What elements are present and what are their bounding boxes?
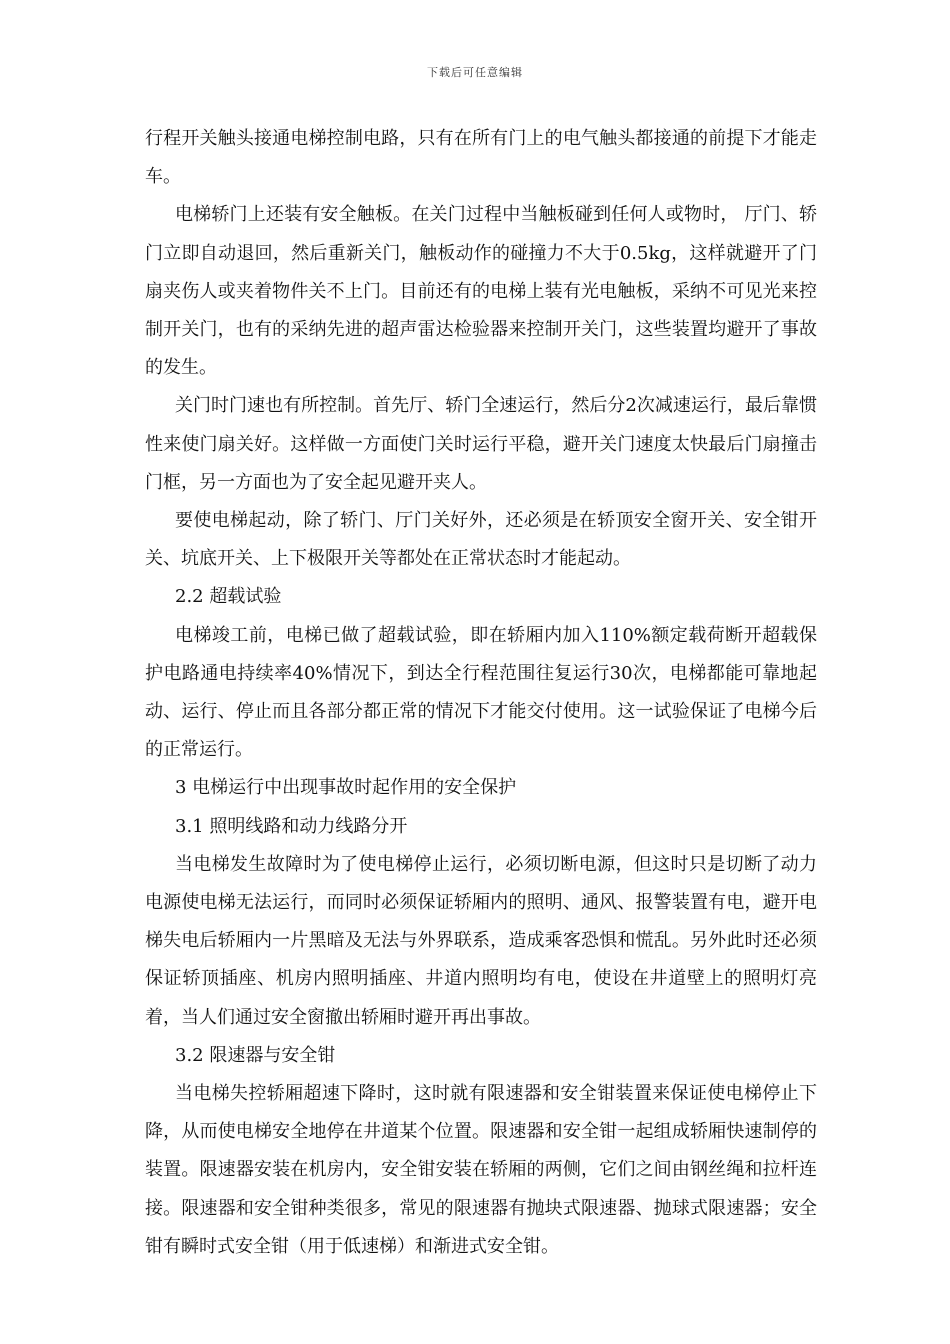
section-heading-2-2: 2.2 超载试验: [175, 586, 282, 608]
paragraph-speed-governor: 当电梯失控轿厢超速下降时，这时就有限速器和安全钳装置来保证使电梯停止下降，从而使电梯安全地停在井道某个位置。限速器和安全钳一起组成轿厢快速制停的装置。限速器安装在机房内，安全钳安装在轿厢的两侧，它们之间由钢丝绳和拉杆连接。限速器和安全钳种类很多，常见的限速器有抛块式限速器、抛球式限速器；安全钳有瞬时式安全钳（用于低速梯）和渐进式安全钳。: [145, 1083, 817, 1257]
section-heading-3-2: 3.2 限速器与安全钳: [175, 1044, 336, 1066]
paragraph-safety-edge: 电梯轿门上还装有安全触板。在关门过程中当触板碰到任何人或物时， 厅门、轿门立即自动退回，然后重新关门，触板动作的碰撞力不大于0.5kg，这样就避开了门扇夹伤人或夹着物件关不上门。目前还有的电梯上装有光电触板，采纳不可见光来控制开关门，也有的采纳先进的超声雷达检验器来控制开关门，这些装置均避开了事故的发生。: [145, 204, 817, 379]
paragraph-door-speed: 关门时门速也有所控制。首先厅、轿门全速运行，然后分2次减速运行，最后靠惯性来使门扇关好。这样做一方面使门关时运行平稳，避开关门速度太快最后门扇撞击门框，另一方面也为了安全起见避开夹人。: [145, 395, 817, 493]
page-header: 下载后可任意编辑: [427, 66, 523, 79]
paragraph-start-conditions: 要使电梯起动，除了轿门、厅门关好外，还必须是在轿顶安全窗开关、安全钳开关、坑底开关、上下极限开关等都处在正常状态时才能起动。: [145, 510, 817, 570]
document-body: [145, 120, 817, 1266]
paragraph-lighting-circuit: 当电梯发生故障时为了使电梯停止运行，必须切断电源，但这时只是切断了动力电源使电梯无法运行，而同时必须保证轿厢内的照明、通风、报警装置有电，避开电梯失电后轿厢内一片黑暗及无法与外界联系，造成乘客恐惧和慌乱。另外此时还必须保证轿顶插座、机房内照明插座、井道内照明均有电，使设在井道壁上的照明灯亮着，当人们通过安全窗撤出轿厢时避开再出事故。: [145, 853, 817, 1028]
paragraph-overload-test: 电梯竣工前，电梯已做了超载试验，即在轿厢内加入110%额定载荷断开超载保护电路通电持续率40%情况下，到达全行程范围往复运行30次，电梯都能可靠地起动、运行、停止而且各部分都正常的情况下才能交付使用。这一试验保证了电梯今后的正常运行。: [145, 624, 817, 761]
paragraph-door-contacts: 行程开关触头接通电梯控制电路，只有在所有门上的电气触头都接通的前提下才能走车。: [145, 128, 817, 188]
section-heading-3: 3 电梯运行中出现事故时起作用的安全保护: [175, 777, 517, 799]
section-heading-3-1: 3.1 照明线路和动力线路分开: [175, 815, 408, 837]
